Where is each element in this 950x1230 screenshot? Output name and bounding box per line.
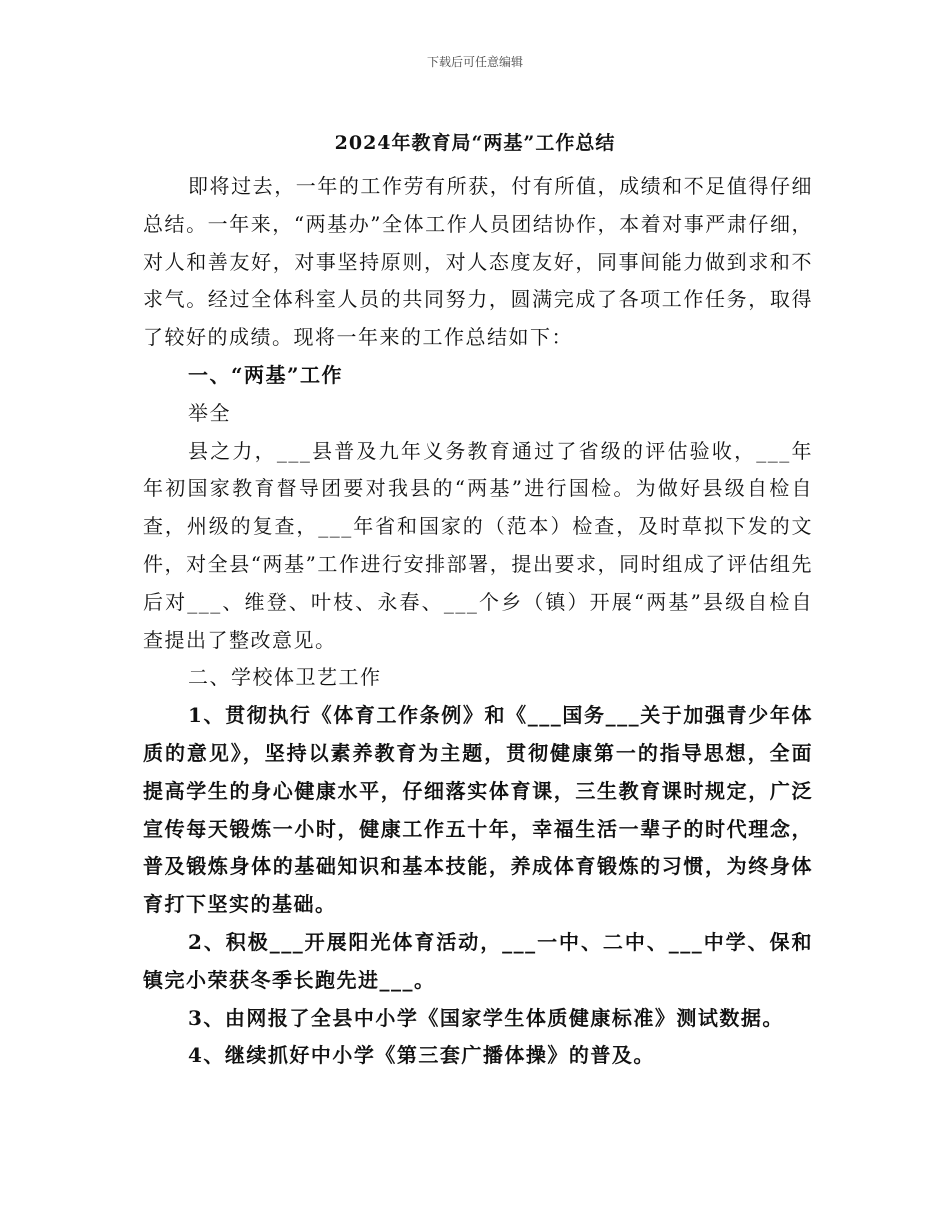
section1-paragraph: 县之力，___县普及九年义务教育通过了省级的评估验收，___年年初国家教育督导团要对我县的“两基”进行国检。为做好县级自检自查，州级的复查，___年省和国家的（范本）检查，及时草拟下发的文件，对全县“两基”工作进行安排部署，提出要求，同时组成了评估组先后对___、维登、叶枝、永春、___个乡（镇）开展“两基”县级自检自查提出了整改意见。: [143, 438, 813, 652]
page-header-note: 下载后可任意编辑: [426, 55, 523, 69]
intro-paragraph: 即将过去，一年的工作劳有所获，付有所值，成绩和不足值得仔细总结。一年来，“两基办”全体工作人员团结协作，本着对事严肃仔细，对人和善友好，对事坚持原则，对人态度友好，同事间能力做到求和不求气。经过全体科室人员的共同努力，圆满完成了各项工作任务，取得了较好的成绩。现将一年来的工作总结如下：: [143, 174, 813, 350]
list-item-2: 2、积极___开展阳光体育活动，___一中、二中、___中学、保和镇完小荣获冬季长跑先进___。: [143, 929, 813, 992]
document-title: 2024年教育局“两基”工作总结: [334, 132, 616, 154]
section1-lead: 举全: [188, 400, 231, 425]
section1-heading: 一、“两基”工作: [188, 362, 344, 387]
list-item-3: 3、由网报了全县中小学《国家学生体质健康标准》测试数据。: [188, 1005, 784, 1030]
document-body: [143, 168, 813, 1075]
section2-heading: 二、学校体卫艺工作: [188, 665, 382, 690]
list-item-1: 1、贯彻执行《体育工作条例》和《___国务___关于加强青少年体质的意见》，坚持以素养教育为主题，贯彻健康第一的指导思想，全面提高学生的身心健康水平，仔细落实体育课，三生教育课时规定，广泛宣传每天锻炼一小时，健康工作五十年，幸福生活一辈子的时代理念，普及锻炼身体的基础知识和基本技能，养成体育锻炼的习惯，为终身体育打下坚实的基础。: [143, 703, 813, 917]
list-item-4: 4、继续抓好中小学《第三套广播体操》的普及。: [188, 1043, 655, 1068]
